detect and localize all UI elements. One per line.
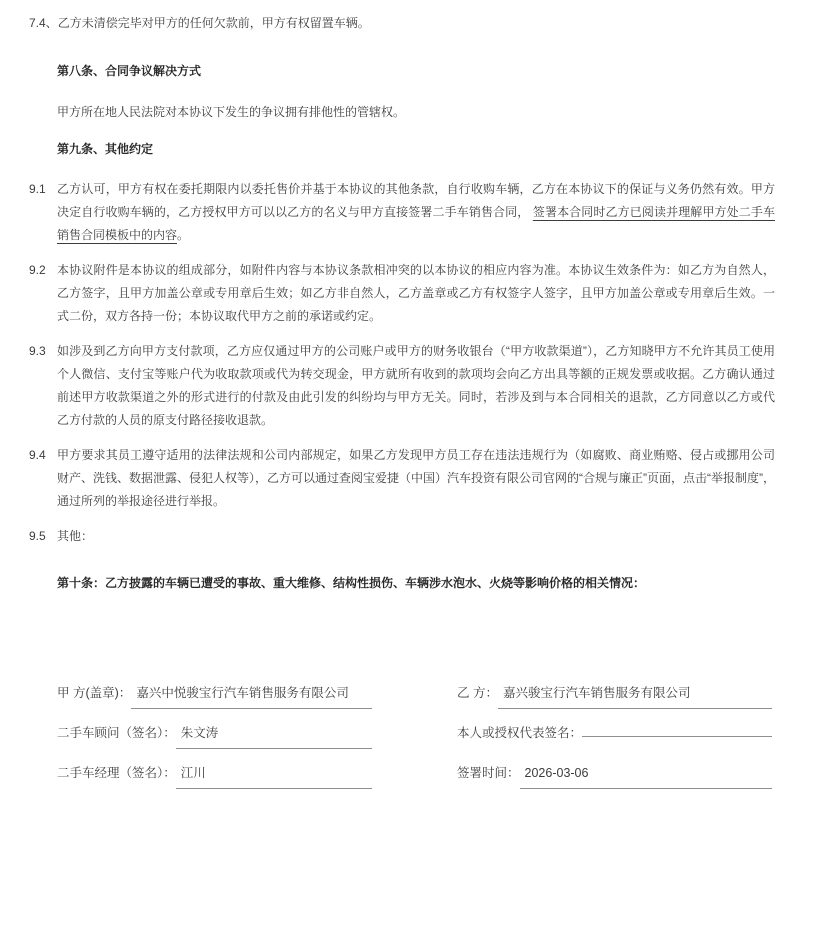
- clause-9-4-number: 9.4: [29, 448, 46, 462]
- clause-9-1-underlined-text: 签署本合同时乙方已阅读并理解甲方处二手车销售合同模板中的内容: [57, 205, 775, 242]
- clause-9-1: [29, 178, 775, 247]
- party-a-seal-label: 甲 方(盖章)：: [57, 686, 132, 700]
- party-b-row: [457, 682, 772, 705]
- used-car-manager-label: 二手车经理（签名）：: [57, 766, 176, 780]
- article-9-heading: 第九条、其他约定: [57, 142, 154, 156]
- clause-9-2-number: 9.2: [29, 263, 46, 277]
- used-car-manager-row: [57, 762, 372, 785]
- used-car-consultant-row: [57, 722, 372, 745]
- party-a-company-name: 嘉兴中悦骏宝行汽车销售服务有限公司: [131, 682, 372, 709]
- clause-9-2: [29, 259, 775, 328]
- clause-7-4: [29, 12, 775, 35]
- clause-7-4-number: 7.4、: [29, 16, 58, 30]
- authorized-representative-label: 本人或授权代表签名：: [457, 726, 583, 740]
- authorized-representative-signature: [582, 733, 772, 737]
- clause-9-1-text-main: 乙方认可，甲方有权在委托期限内以委托售价并基于本协议的其他条款，自行收购车辆，乙方在本协议下的保证与义务仍然有效。甲方决定自行收购车辆的，乙方授权甲方可以以乙方的名义与甲方直接签署二手车销售合同，: [57, 182, 775, 219]
- clause-9-1-text-after: 。: [177, 228, 190, 242]
- clause-9-5-text: 其他：: [57, 529, 94, 543]
- clause-9-3-number: 9.3: [29, 344, 46, 358]
- clause-9-5-number: 9.5: [29, 529, 46, 543]
- clause-9-2-text: 本协议附件是本协议的组成部分，如附件内容与本协议条款相冲突的以本协议的相应内容为准。本协议生效条件为：如乙方为自然人，乙方签字，且甲方加盖公章或专用章后生效；如乙方非自然人，乙方盖章或乙方有权签字人签字，且甲方加盖公章或专用章后生效。一式二份，双方各持一份；本协议取代甲方之前的承诺或约定。: [57, 263, 775, 323]
- used-car-consultant-signature: 朱文涛: [176, 722, 372, 749]
- clause-9-4: [29, 444, 775, 513]
- clause-9-1-number: 9.1: [29, 182, 46, 196]
- article-8-heading: 第八条、合同争议解决方式: [57, 64, 202, 78]
- used-car-manager-signature: 江川: [176, 762, 372, 789]
- clause-9-3-text: 如涉及到乙方向甲方支付款项，乙方应仅通过甲方的公司账户或甲方的财务收银台（“甲方收款渠道”），乙方知晓甲方不允许其员工使用个人微信、支付宝等账户代为收取款项或代为转交现金，甲方就所有收到的款项均会向乙方出具等额的正规发票或收据。乙方确认通过前述甲方收款渠道之外的形式进行的付款及由此引发的纠纷均与甲方无关。同时，若涉及到与本合同相关的退款，乙方同意以乙方或代乙方付款的人员的原支付路径接收退款。: [57, 344, 775, 427]
- clause-9-3: [29, 340, 775, 432]
- used-car-consultant-label: 二手车顾问（签名）：: [57, 726, 176, 740]
- signing-date-label: 签署时间：: [457, 766, 520, 780]
- party-b-signature-column: [457, 682, 772, 802]
- clause-9-5: [29, 525, 775, 548]
- authorized-representative-row: [457, 722, 772, 745]
- signing-date-value: 2026-03-06: [520, 762, 772, 789]
- clause-9-4-text: 甲方要求其员工遵守适用的法律法规和公司内部规定，如果乙方发现甲方员工存在违法违规行为（如腐败、商业贿赂、侵占或挪用公司财产、洗钱、数据泄露、侵犯人权等），乙方可以通过查阅宝爱捷（中国）汽车投资有限公司官网的“合规与廉正”页面，点击“举报制度”，通过所列的举报途径进行举报。: [57, 448, 775, 508]
- clause-9-1-text: [57, 178, 775, 247]
- signing-date-row: [457, 762, 772, 785]
- party-b-company-name: 嘉兴骏宝行汽车销售服务有限公司: [498, 682, 772, 709]
- party-b-label: 乙 方：: [457, 686, 498, 700]
- party-a-signature-column: [57, 682, 372, 802]
- article-8-body: 甲方所在地人民法院对本协议下发生的争议拥有排他性的管辖权。: [57, 105, 406, 119]
- signature-section: [57, 682, 775, 802]
- article-10-heading: 第十条：乙方披露的车辆已遭受的事故、重大维修、结构性损伤、车辆涉水泡水、火烧等影响价格的相关情况：: [57, 576, 646, 590]
- clause-7-4-text: 乙方未清偿完毕对甲方的任何欠款前，甲方有权留置车辆。: [57, 16, 370, 30]
- party-a-seal-row: [57, 682, 372, 705]
